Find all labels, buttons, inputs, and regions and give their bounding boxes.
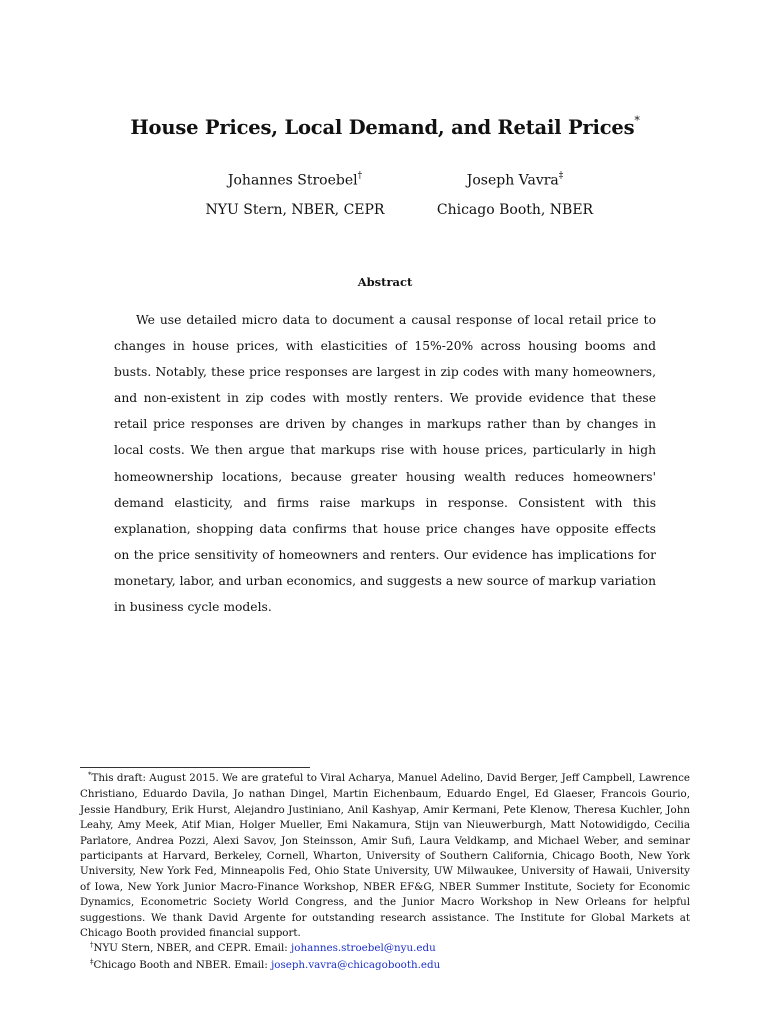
footnotes	[80, 771, 690, 974]
abstract-body: We use detailed micro data to document a causal response of local retail price to changes in house prices, with elasticities of 15%-20% across housing booms and busts. Notably, these price responses are largest in zip codes with many homeowners, and non-existent in zip codes with mostly renters. We provide evidence that these retail price responses are driven by changes in markups rather than by changes in local costs. We then argue that markups rise with house prices, particularly in high homeownership locations, because greater housing wealth reduces homeowners' demand elasticity, and firms raise markups in response. Consistent with this explanation, shopping data confirms that house price changes have opposite effects on the price sensitivity of homeowners and renters. Our evidence has implications for monetary, labor, and urban economics, and suggests a new source of markup variation in business cycle models.	[114, 313, 656, 615]
footnote-draft	[80, 771, 690, 941]
footnote-draft-mark: *	[88, 771, 92, 779]
paper-title	[0, 116, 770, 139]
author-name-1-text: Johannes Stroebel	[227, 172, 358, 189]
author-affiliation-1: NYU Stern, NBER, CEPR	[205, 202, 385, 218]
footnote-author-1-text: NYU Stern, NBER, and CEPR. Email:	[93, 942, 292, 955]
author-name-2-text: Joseph Vavra	[466, 172, 559, 189]
abstract-heading: Abstract	[357, 275, 413, 289]
author-1-footnote-mark: †	[357, 171, 363, 181]
email-link-vavra[interactable]: joseph.vavra@chicagobooth.edu	[271, 958, 441, 971]
paper-title-text: House Prices, Local Demand, and Retail Prices	[130, 116, 635, 139]
author-2-footnote-mark: ‡	[558, 171, 564, 181]
email-link-stroebel[interactable]: johannes.stroebel@nyu.edu	[291, 942, 436, 955]
author-name-2	[370, 172, 660, 189]
footnote-author-2-text: Chicago Booth and NBER. Email:	[93, 958, 272, 971]
author-affiliation-2: Chicago Booth, NBER	[436, 202, 594, 218]
footnote-author-2-mark: ‡	[90, 957, 94, 966]
title-footnote-mark: *	[634, 114, 640, 127]
footnote-author-2	[80, 958, 690, 974]
footnote-author-1-mark: †	[90, 941, 94, 950]
footnote-divider	[80, 767, 310, 768]
footnote-author-1	[80, 941, 690, 957]
footnote-draft-text: This draft: August 2015. We are grateful to Viral Acharya, Manuel Adelino, David Berger, Jeff Campbell, Lawrence Christiano, Eduardo Davila, Jo nathan Dingel, Martin Eichenbaum, Eduardo Engel, Ed Glaeser, Francois Gourio, Jessie Handbury, Erik Hurst, Alejandro Justiniano, Anil Kashyap, Amir Kermani, Pete Klenow, Theresa Kuchler, John Leahy, Amy Meek, Atif Mian, Holger Mueller, Emi Nakamura, Stijn van Nieuwerburgh, Matt Notowidigdo, Cecilia Parlatore, Andrea Pozzi, Alexi Savov, Jon Steinsson, Amir Sufi, Laura Veldkamp, and Michael Weber, and seminar participants at Harvard, Berkeley, Cornell, Wharton, University of Southern California, Chicago Booth, New York University, New York Fed, Minneapolis Fed, Ohio State University, UW Milwaukee, University of Hawaii, University of Iowa, New York Junior Macro-Finance Workshop, NBER EF&G, NBER Summer Institute, Society for Economic Dynamics, Econometric Society World Congress, and the Junior Macro Workshop in New Orleans for helpful suggestions. We thank David Argente for outstanding research assistance. The Institute for Global Markets at Chicago Booth provided financial support.	[80, 772, 690, 940]
